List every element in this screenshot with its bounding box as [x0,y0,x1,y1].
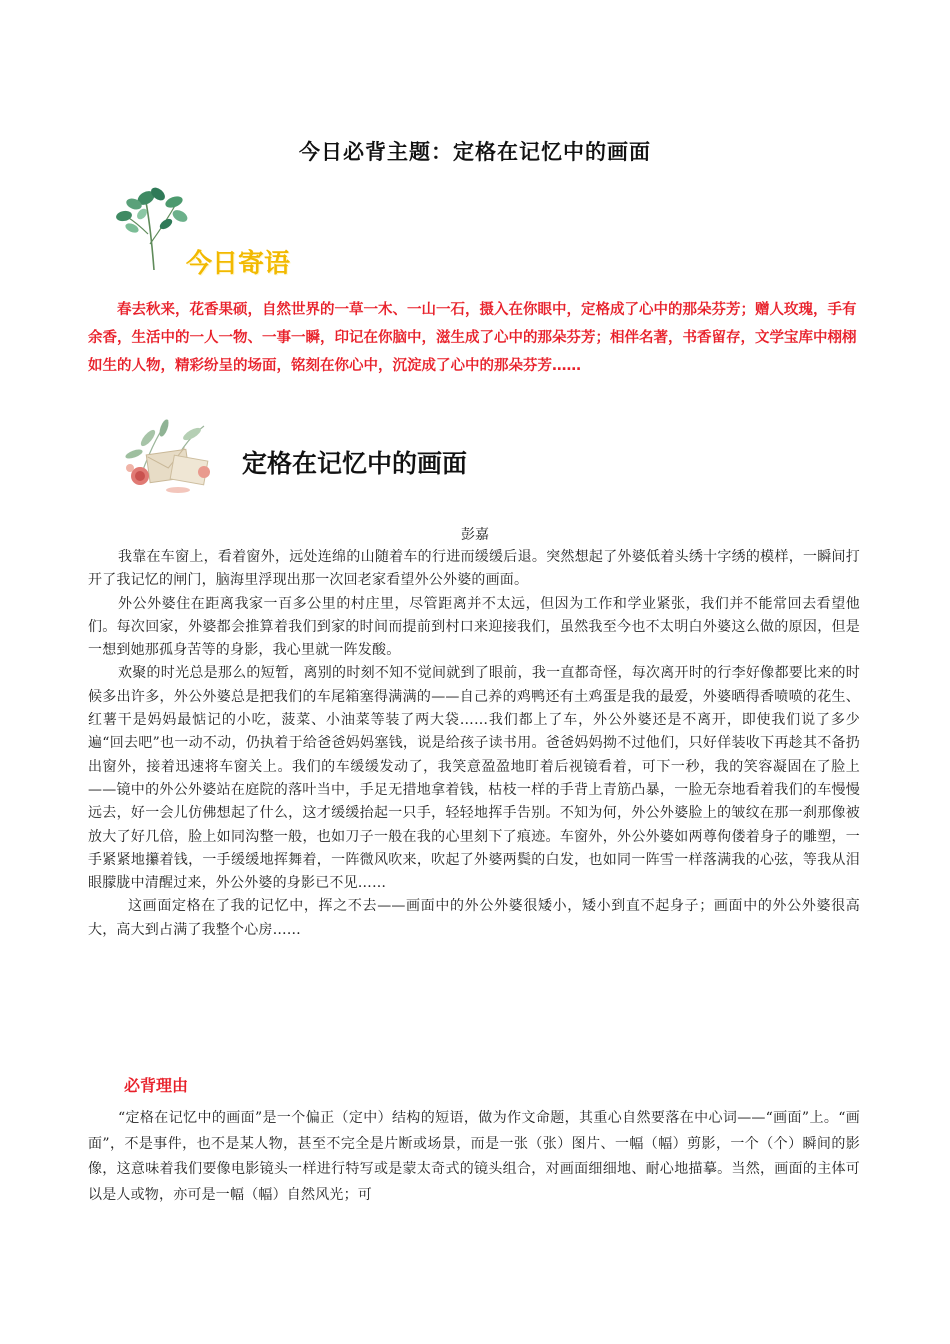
reason-heading: 必背理由 [124,1076,189,1095]
essay-author: 彭嘉 [461,527,489,543]
motto-heading: 今日寄语 [186,249,291,279]
essay-paragraph: 我靠在车窗上，看着窗外，远处连绵的山随着车的行进而缓缓后退。突然想起了外婆低着头绣十字绣的模样，一瞬间打开了我记忆的闸门，脑海里浮现出那一次回老家看望外公外婆的画面。 [88,549,860,589]
motto-text: 春去秋来，花香果硕，自然世界的一草一木、一山一石，摄入在你眼中，定格成了心中的那朵芬芳；赠人玫瑰，手有余香，生活中的一人一物、一事一瞬，印记在你脑中，滋生成了心中的那朵芬芳；相伴名著，书香留存，文学宝库中栩栩如生的人物，精彩纷呈的场面，铭刻在你心中，沉淀成了心中的那朵芬芳…… [88,302,857,374]
essay-paragraph: 欢聚的时光总是那么的短暂，离别的时刻不知不觉间就到了眼前，我一直都奇怪，每次离开时的行李好像都要比来的时候多出许多，外公外婆总是把我们的车尾箱塞得满满的——自己养的鸡鸭还有土鸡蛋是我的最爱，外婆晒得香喷喷的花生、红薯干是妈妈最惦记的小吃，菠菜、小油菜等装了两大袋……我们都上了车，外公外婆还是不离开，即使我们说了多少遍“回去吧”也一动不动，仍执着于给爸爸妈妈塞钱，说是给孩子读书用。爸爸妈妈拗不过他们，只好佯装收下再趁其不备扔出窗外，接着迅速将车窗关上。我们的车缓缓发动了，我笑意盈盈地盯着后视镜看着，可下一秒，我的笑容凝固在了脸上——镜中的外公外婆站在庭院的落叶当中，手足无措地拿着钱，枯枝一样的手背上青筋凸暴，一脸无奈地看着我们的车慢慢远去，好一会儿仿佛想起了什么，这才缓缓抬起一只手，轻轻地挥手告别。不知为何，外公外婆脸上的皱纹在那一刹那像被放大了好几倍，脸上如同沟整一般，也如刀子一般在我的心里刻下了痕迹。车窗外，外公外婆如两尊佝偻着身子的雕塑，一手紧紧地攥着钱，一手缓缓地挥舞着，一阵微风吹来，吹起了外婆两鬓的白发，也如同一阵雪一样落满我的心弦，等我从泪眼朦胧中清醒过来，外公外婆的身影已不见…… [88,665,860,892]
essay-paragraph: 这画面定格在了我的记忆中，挥之不去——画面中的外公外婆很矮小，矮小到直不起身子；画面中的外公外婆很高大，高大到占满了我整个心房…… [88,898,860,938]
essay-heading: 定格在记忆中的画面 [242,449,468,478]
essay-paragraph: 外公外婆住在距离我家一百多公里的村庄里，尽管距离并不太远，但因为工作和学业紧张，我们并不能常回去看望他们。每次回家，外婆都会推算着我们到家的时间而提前到村口来迎接我们，虽然我至今也不太明白外婆这么做的原因，但是一想到她那孤身苦等的身影，我心里就一阵发酸。 [88,595,860,659]
reason-body [88,1106,860,1208]
essay-body [88,546,860,942]
page-title: 今日必背主题：定格在记忆中的画面 [299,139,651,164]
reason-paragraph: “定格在记忆中的画面”是一个偏正（定中）结构的短语，做为作文命题，其重心自然要落在中心词——“画面”上。“画面”，不是事件，也不是某人物，甚至不完全是片断或场景，而是一张（张）图片、一幅（幅）剪影，一个（个）瞬间的影像，这意味着我们要像电影镜头一样进行特写或是蒙太奇式的镜头组合，对画面细细地、耐心地描摹。当然，画面的主体可以是人或物，亦可是一幅（幅）自然风光；可 [88,1110,860,1203]
bouquet-letter-decoration-icon [118,414,222,500]
plant-decoration-icon [116,184,190,270]
